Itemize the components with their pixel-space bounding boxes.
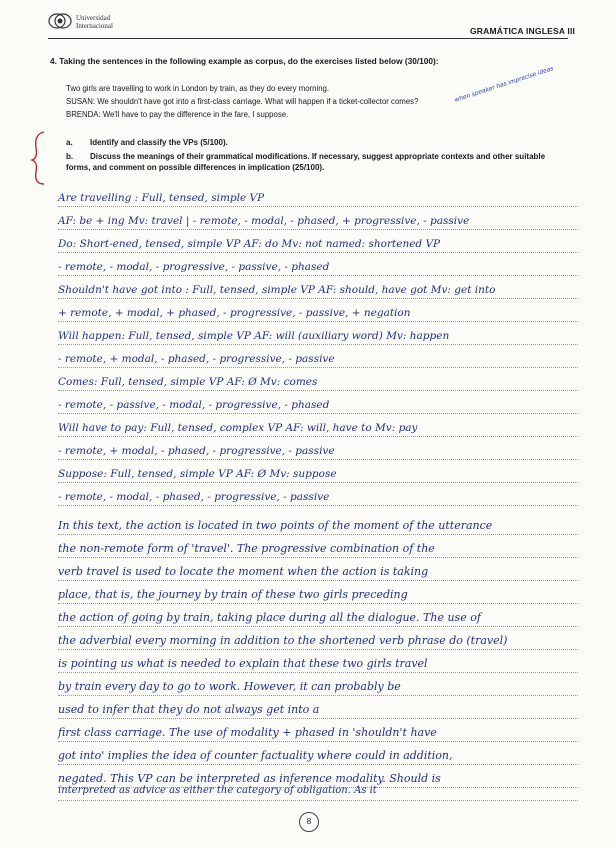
paragraph-line-13: interpreted as advice as either the category of obligation. As it bbox=[58, 785, 377, 796]
header-divider bbox=[48, 38, 568, 39]
ruled-line bbox=[58, 695, 578, 696]
ruled-line bbox=[58, 580, 578, 581]
ruled-line bbox=[58, 603, 578, 604]
ruled-line bbox=[58, 390, 578, 391]
paragraph-line-8: by train every day to go to work. However, it can probably be bbox=[58, 680, 401, 693]
paragraph-line-9: used to infer that they do not always get into a bbox=[58, 703, 320, 716]
paragraph-line-2: the non-remote form of 'travel'. The progressive combination of the bbox=[58, 542, 435, 555]
ruled-line bbox=[58, 672, 578, 673]
teacher-margin-note: when speaker has imprecise ideas bbox=[453, 65, 555, 104]
teacher-bracket-icon bbox=[28, 128, 52, 188]
ruled-line bbox=[58, 718, 578, 719]
question-title: 4. Taking the sentences in the following example as corpus, do the exercises listed below (30/100): bbox=[50, 56, 439, 66]
ruled-line bbox=[58, 557, 578, 558]
paragraph-line-7: is pointing us what is needed to explain that these two girls travel bbox=[58, 657, 428, 670]
answer-line-6: + remote, + modal, + phased, - progressive, - passive, + negation bbox=[58, 307, 411, 319]
answer-line-3: Do: Short-ened, tensed, simple VP AF: do Mv: not named: shortened VP bbox=[58, 238, 441, 250]
answer-line-1: Are travelling : Full, tensed, simple VP bbox=[58, 192, 265, 204]
ruled-line bbox=[58, 505, 578, 506]
task-a-text: Identify and classify the VPs (5/100). bbox=[90, 138, 228, 147]
university-logo bbox=[48, 10, 148, 32]
answer-line-14: - remote, - modal, - phased, - progressive, - passive bbox=[58, 491, 330, 503]
answer-line-5: Shouldn't have got into : Full, tensed, simple VP AF: should, have got Mv: get into bbox=[58, 284, 496, 296]
ruled-line bbox=[58, 298, 578, 299]
course-title: GRAMÁTICA INGLESA III bbox=[470, 26, 576, 36]
answer-line-13: Suppose: Full, tensed, simple VP AF: Ø Mv: suppose bbox=[58, 468, 337, 480]
ruled-line bbox=[58, 252, 578, 253]
paragraph-line-10: first class carriage. The use of modality + phased in 'shouldn't have bbox=[58, 726, 437, 739]
answer-line-2: AF: be + ing Mv: travel | - remote, - modal, - phased, + progressive, - passive bbox=[58, 215, 470, 227]
ruled-line bbox=[58, 764, 578, 765]
ruled-line bbox=[58, 459, 578, 460]
ruled-line bbox=[58, 321, 578, 322]
task-b bbox=[66, 152, 566, 173]
paragraph-line-5: the action of going by train, taking place during all the dialogue. The use of bbox=[58, 611, 481, 624]
ruled-line bbox=[58, 367, 578, 368]
logo-emblem-icon bbox=[48, 12, 74, 30]
answer-line-10: - remote, - passive, - modal, - progressive, - phased bbox=[58, 399, 330, 411]
ruled-line bbox=[58, 206, 578, 207]
answer-line-12: - remote, + modal, - phased, - progressive, - passive bbox=[58, 445, 335, 457]
task-a-label: a. bbox=[66, 138, 73, 147]
ruled-line bbox=[58, 482, 578, 483]
ruled-line bbox=[58, 649, 578, 650]
ruled-line bbox=[58, 413, 578, 414]
paragraph-line-4: place, that is, the journey by train of these two girls preceding bbox=[58, 588, 408, 601]
task-b-label: b. bbox=[66, 152, 74, 161]
answer-line-7: Will happen: Full, tensed, simple VP AF: will (auxiliary word) Mv: happen bbox=[58, 330, 450, 342]
answer-line-11: Will have to pay: Full, tensed, complex VP AF: will, have to Mv: pay bbox=[58, 422, 418, 434]
ruled-line bbox=[58, 436, 578, 437]
answer-line-4: - remote, - modal, - progressive, - passive, - phased bbox=[58, 261, 330, 273]
ruled-line bbox=[58, 344, 578, 345]
task-b-text: Discuss the meanings of their grammatical modifications. If necessary, suggest appropriate contexts and other suitable forms, and comment on possible differences in implication (25/100). bbox=[66, 152, 546, 172]
paragraph-line-12: negated. This VP can be interpreted as inference modality. Should is bbox=[58, 772, 441, 785]
task-a bbox=[66, 138, 486, 149]
ruled-line bbox=[58, 741, 578, 742]
answer-line-9: Comes: Full, tensed, simple VP AF: Ø Mv: comes bbox=[58, 376, 318, 388]
answer-line-8: - remote, + modal, - phased, - progressive, - passive bbox=[58, 353, 335, 365]
ruled-line bbox=[58, 534, 578, 535]
ruled-line bbox=[58, 229, 578, 230]
ruled-line bbox=[58, 275, 578, 276]
corpus-line-2: SUSAN: We shouldn't have got into a first-class carriage. What will happen if a ticket-collector comes? bbox=[66, 97, 419, 106]
paragraph-line-3: verb travel is used to locate the moment when the action is taking bbox=[58, 565, 429, 578]
logo-text: Universidad Internacional bbox=[76, 14, 113, 30]
ruled-line bbox=[58, 626, 578, 627]
page-number: 8 bbox=[299, 812, 319, 832]
paragraph-line-6: the adverbial every morning in addition to the shortened verb phrase do (travel) bbox=[58, 634, 508, 647]
paragraph-line-1: In this text, the action is located in two points of the moment of the utterance bbox=[58, 519, 493, 532]
corpus-line-1: Two girls are travelling to work in London by train, as they do every morning. bbox=[66, 84, 330, 93]
paragraph-line-11: got into' implies the idea of counter factuality where could in addition, bbox=[58, 749, 453, 762]
corpus-line-3: BRENDA: We'll have to pay the difference in the fare, I suppose. bbox=[66, 110, 289, 119]
